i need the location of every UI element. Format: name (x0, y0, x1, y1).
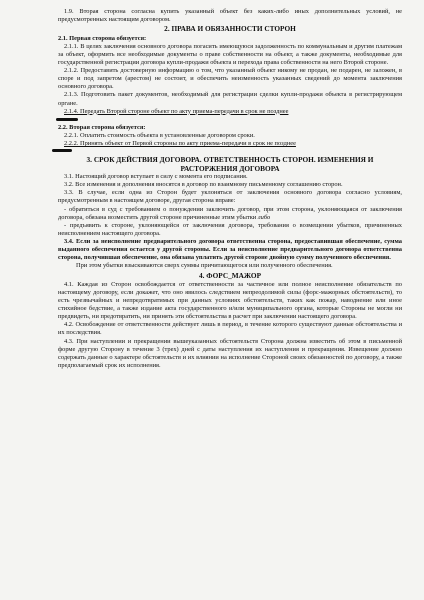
clause-3-3-option-a (58, 206, 402, 222)
clause-3-3-option-a-tail: либо (257, 213, 271, 221)
redaction-area-2 (58, 148, 402, 154)
section-4-title: 4. ФОРС_МАЖОР (198, 271, 262, 281)
section-3-title: 3. СРОК ДЕЙСТВИЯ ДОГОВОРА. ОТВЕТСТВЕННОСТЬ СТОРОН. ИЗМЕНЕНИЯ И РАСТОРЖЕНИЯ ДОГОВОРА (86, 155, 374, 173)
clause-2-1-2: 2.1.2. Предоставить достоверную информацию о том, что указанный объект никому не продан, не подарен, не заложен, в споре и под запретом (арестом) не состоит, и обеспечить неизменность указанных сведений до момента заключения основного договора. (58, 67, 402, 91)
clause-3-3-option-b: - предъявить к стороне, уклоняющейся от заключения договора, требования о возмещении убытков, причиненных неисполнением настоящего договора. (58, 221, 402, 237)
clause-3-4-tail: При этом убытки взыскиваются сверх суммы причитающегося или полученного обеспечения. (76, 262, 333, 270)
subsection-2-2-title: 2.2. Вторая сторона обязуется: (58, 123, 146, 131)
clause-2-1-4-text: 2.1.4. Передать Второй стороне объект по акту приема-передачи в срок не позднее (64, 107, 289, 115)
clause-4-1: 4.1. Каждая из Сторон освобождается от ответственности за частичное или полное неисполнение обязательств по настоящему договору, если докажет, что оно явилось следствием непреодолимой силы (форс-мажорных обстоятельств), то есть чрезвычайных и непредотвратимых при данных условиях обстоятельств, таких как пожар, наводнение или иное стихийное бедствие, а также издание акта государственного и/или муниципального органа, которые Стороны не могли ни предвидеть, ни предотвратить, ни принять эти обстоятельства в расчет при заключении настоящего договора. (58, 280, 402, 321)
redaction-area-1 (58, 116, 402, 123)
clause-3-2: 3.2. Все изменения и дополнения вносятся в договор по взаимному письменному соглашению сторон. (64, 181, 343, 189)
clause-2-1-4 (58, 108, 402, 116)
clause-2-2-2 (58, 140, 402, 148)
section-2-title: 2. ПРАВА И ОБЯЗАННОСТИ СТОРОН (164, 24, 296, 34)
clause-3-4: 3.4. Если за неисполнение предварительного договора ответственна сторона, предоставившая обеспечение, сумма выданного обеспечения остается у другой стороны. Если за неисполнение предварительного договора ответственна сторона, получившая обеспечение, она обязана уплатить другой стороне двойную сумму полученного обеспечения. (58, 237, 402, 262)
subsection-2-1-title: 2.1. Первая сторона обязуется: (58, 34, 147, 42)
redaction-mark (56, 118, 78, 121)
clause-4-2: 4.2. Освобождение от ответственности действует лишь в период, в течение которого существуют данные обстоятельства и их последствия. (58, 321, 402, 337)
clause-2-2-1: 2.2.1. Оплатить стоимость объекта в установленные договором сроки. (64, 131, 255, 139)
clause-4-3: 4.3. При наступлении и прекращении вышеуказанных обстоятельств Сторона должна известить об этом в письменной форме другую Сторону в течение 3 (трех) дней с даты наступления их наступления и прекращения. Извещение должно содержать данные о характере обстоятельств и их влиянии на исполнение Стороной своих обязанностей по договору, а также предполагаемый срок их исполнения. (58, 337, 402, 369)
clause-3-1: 3.1. Настоящий договор вступает в силу с момента его подписания. (64, 173, 248, 181)
clause-2-1-1: 2.1.1. В целях заключения основного договора погасить имеющуюся задолженность по коммунальным и другим платежам за объект, оформить все необходимые документы о праве собственности на объект, а также документы, необходимые для государственной регистрации договора купли-продажи объекта и перехода права собственности на него Второй стороне. (58, 42, 402, 67)
clause-3-3: 3.3. В случае, если одна из Сторон будет уклоняться от заключения основного договора согласно условиям, предусмотренным в настоящем договоре, другая сторона вправе: (58, 189, 402, 205)
clause-3-3-option-a-text: - обратиться в суд с требованием о понуждении заключить договор, при этом сторона, уклоняющаяся от заключения договора, обязана возместить другой стороне причиненные этим убытки (58, 205, 402, 221)
redaction-mark (52, 149, 72, 152)
clause-2-1-3: 2.1.3. Подготовить пакет документов, необходимый для регистрации сделки купли-продажи объекта в регистрирующем органе. (58, 91, 402, 107)
clause-2-2-2-text: 2.2.2. Принять объект от Первой стороны по акту приема-передачи в срок не позднее (64, 139, 296, 147)
clause-1-9: 1.9. Вторая сторона согласна купить указанный объект без каких-либо иных дополнительных условий, не предусмотренных настоящим договором. (58, 8, 402, 24)
